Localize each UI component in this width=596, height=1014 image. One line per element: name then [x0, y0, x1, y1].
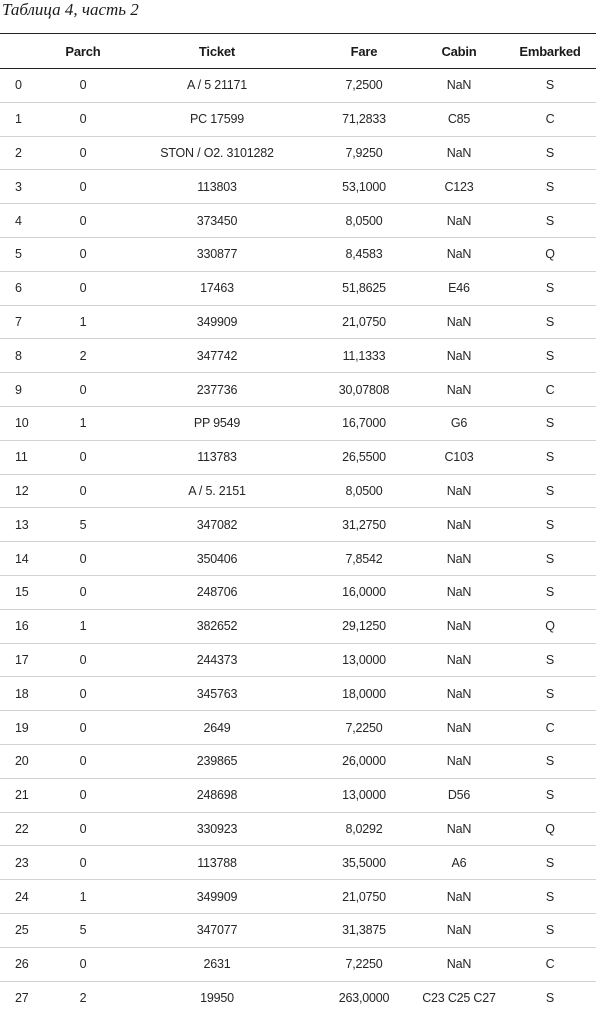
cell-cabin: NaN	[414, 677, 504, 711]
cell-embarked: Q	[504, 237, 596, 271]
cell-parch: 0	[46, 846, 120, 880]
cell-parch: 1	[46, 880, 120, 914]
cell-fare: 21,0750	[314, 305, 414, 339]
cell-index: 23	[0, 846, 46, 880]
cell-parch: 0	[46, 136, 120, 170]
cell-ticket: 330923	[120, 812, 314, 846]
cell-ticket: 347742	[120, 339, 314, 373]
table-row	[0, 542, 596, 576]
cell-embarked: S	[504, 575, 596, 609]
cell-fare: 16,0000	[314, 575, 414, 609]
table-row	[0, 136, 596, 170]
cell-parch: 2	[46, 981, 120, 1014]
cell-embarked: S	[504, 339, 596, 373]
cell-fare: 7,2250	[314, 711, 414, 745]
cell-ticket: 248698	[120, 778, 314, 812]
cell-fare: 263,0000	[314, 981, 414, 1014]
cell-embarked: C	[504, 373, 596, 407]
cell-index: 25	[0, 913, 46, 947]
cell-parch: 0	[46, 474, 120, 508]
cell-parch: 5	[46, 508, 120, 542]
cell-cabin: NaN	[414, 575, 504, 609]
cell-ticket: PP 9549	[120, 406, 314, 440]
cell-ticket: 349909	[120, 305, 314, 339]
cell-ticket: PC 17599	[120, 102, 314, 136]
cell-fare: 8,0500	[314, 474, 414, 508]
cell-embarked: S	[504, 913, 596, 947]
table-row	[0, 237, 596, 271]
cell-parch: 0	[46, 69, 120, 103]
cell-index: 0	[0, 69, 46, 103]
cell-parch: 0	[46, 102, 120, 136]
cell-fare: 26,5500	[314, 440, 414, 474]
cell-index: 5	[0, 237, 46, 271]
header-ticket: Ticket	[120, 34, 314, 69]
cell-ticket: A / 5. 2151	[120, 474, 314, 508]
cell-parch: 0	[46, 812, 120, 846]
cell-fare: 16,7000	[314, 406, 414, 440]
cell-embarked: S	[504, 643, 596, 677]
table-row	[0, 271, 596, 305]
cell-parch: 0	[46, 542, 120, 576]
cell-embarked: S	[504, 69, 596, 103]
cell-index: 4	[0, 204, 46, 238]
cell-cabin: NaN	[414, 339, 504, 373]
cell-cabin: NaN	[414, 744, 504, 778]
table-body	[0, 69, 596, 1014]
table-row	[0, 373, 596, 407]
cell-parch: 2	[46, 339, 120, 373]
cell-ticket: 373450	[120, 204, 314, 238]
cell-embarked: S	[504, 170, 596, 204]
table-row	[0, 474, 596, 508]
cell-fare: 13,0000	[314, 778, 414, 812]
cell-ticket: 350406	[120, 542, 314, 576]
cell-cabin: NaN	[414, 474, 504, 508]
cell-index: 18	[0, 677, 46, 711]
header-index	[0, 34, 46, 69]
table-row	[0, 643, 596, 677]
cell-embarked: S	[504, 542, 596, 576]
cell-embarked: C	[504, 947, 596, 981]
cell-index: 1	[0, 102, 46, 136]
cell-cabin: C23 C25 C27	[414, 981, 504, 1014]
header-cabin: Cabin	[414, 34, 504, 69]
cell-index: 10	[0, 406, 46, 440]
cell-index: 9	[0, 373, 46, 407]
cell-ticket: 2649	[120, 711, 314, 745]
cell-index: 17	[0, 643, 46, 677]
table-row	[0, 406, 596, 440]
cell-parch: 0	[46, 744, 120, 778]
cell-embarked: S	[504, 846, 596, 880]
cell-fare: 7,9250	[314, 136, 414, 170]
cell-embarked: S	[504, 744, 596, 778]
cell-embarked: S	[504, 204, 596, 238]
cell-index: 15	[0, 575, 46, 609]
cell-parch: 0	[46, 778, 120, 812]
cell-index: 7	[0, 305, 46, 339]
cell-index: 22	[0, 812, 46, 846]
cell-embarked: Q	[504, 609, 596, 643]
table-row	[0, 305, 596, 339]
cell-ticket: 113783	[120, 440, 314, 474]
cell-cabin: C123	[414, 170, 504, 204]
cell-fare: 30,07808	[314, 373, 414, 407]
cell-cabin: NaN	[414, 305, 504, 339]
table-row	[0, 880, 596, 914]
table-row	[0, 69, 596, 103]
cell-index: 24	[0, 880, 46, 914]
cell-cabin: A6	[414, 846, 504, 880]
cell-ticket: 345763	[120, 677, 314, 711]
cell-cabin: C103	[414, 440, 504, 474]
cell-parch: 0	[46, 204, 120, 238]
cell-parch: 0	[46, 237, 120, 271]
cell-cabin: NaN	[414, 373, 504, 407]
cell-embarked: S	[504, 406, 596, 440]
cell-fare: 7,2500	[314, 69, 414, 103]
cell-fare: 71,2833	[314, 102, 414, 136]
cell-ticket: 330877	[120, 237, 314, 271]
table-row	[0, 609, 596, 643]
table-header	[0, 34, 596, 69]
table-row	[0, 677, 596, 711]
cell-index: 20	[0, 744, 46, 778]
cell-parch: 1	[46, 609, 120, 643]
header-parch: Parch	[46, 34, 120, 69]
table-row	[0, 508, 596, 542]
cell-cabin: NaN	[414, 136, 504, 170]
cell-fare: 35,5000	[314, 846, 414, 880]
cell-ticket: 19950	[120, 981, 314, 1014]
cell-cabin: C85	[414, 102, 504, 136]
cell-index: 19	[0, 711, 46, 745]
cell-fare: 11,1333	[314, 339, 414, 373]
cell-embarked: S	[504, 440, 596, 474]
table-row	[0, 575, 596, 609]
cell-fare: 8,0500	[314, 204, 414, 238]
cell-cabin: NaN	[414, 711, 504, 745]
cell-cabin: G6	[414, 406, 504, 440]
cell-ticket: 382652	[120, 609, 314, 643]
cell-fare: 8,0292	[314, 812, 414, 846]
cell-index: 2	[0, 136, 46, 170]
cell-cabin: NaN	[414, 812, 504, 846]
table-row	[0, 846, 596, 880]
cell-index: 27	[0, 981, 46, 1014]
table-row	[0, 981, 596, 1014]
cell-parch: 0	[46, 271, 120, 305]
cell-cabin: NaN	[414, 508, 504, 542]
cell-fare: 29,1250	[314, 609, 414, 643]
cell-embarked: S	[504, 778, 596, 812]
header-row	[0, 34, 596, 69]
cell-parch: 0	[46, 643, 120, 677]
cell-parch: 5	[46, 913, 120, 947]
cell-index: 14	[0, 542, 46, 576]
table-row	[0, 947, 596, 981]
cell-cabin: E46	[414, 271, 504, 305]
cell-cabin: NaN	[414, 609, 504, 643]
cell-ticket: A / 5 21171	[120, 69, 314, 103]
cell-index: 11	[0, 440, 46, 474]
header-embarked: Embarked	[504, 34, 596, 69]
cell-cabin: NaN	[414, 913, 504, 947]
table-row	[0, 812, 596, 846]
cell-ticket: 349909	[120, 880, 314, 914]
table-row	[0, 744, 596, 778]
cell-index: 26	[0, 947, 46, 981]
table-caption: Таблица 4, часть 2	[2, 0, 139, 20]
cell-fare: 31,2750	[314, 508, 414, 542]
cell-cabin: NaN	[414, 237, 504, 271]
cell-embarked: Q	[504, 812, 596, 846]
cell-ticket: 113803	[120, 170, 314, 204]
cell-cabin: NaN	[414, 643, 504, 677]
cell-cabin: NaN	[414, 542, 504, 576]
cell-fare: 21,0750	[314, 880, 414, 914]
cell-parch: 1	[46, 406, 120, 440]
cell-parch: 0	[46, 440, 120, 474]
cell-cabin: NaN	[414, 204, 504, 238]
cell-parch: 1	[46, 305, 120, 339]
table-row	[0, 440, 596, 474]
table-row	[0, 711, 596, 745]
cell-embarked: S	[504, 474, 596, 508]
header-fare: Fare	[314, 34, 414, 69]
cell-fare: 13,0000	[314, 643, 414, 677]
data-table	[0, 33, 596, 1014]
cell-index: 21	[0, 778, 46, 812]
cell-parch: 0	[46, 575, 120, 609]
table-row	[0, 102, 596, 136]
cell-index: 8	[0, 339, 46, 373]
cell-index: 16	[0, 609, 46, 643]
cell-ticket: 244373	[120, 643, 314, 677]
cell-index: 12	[0, 474, 46, 508]
cell-parch: 0	[46, 677, 120, 711]
cell-ticket: STON / O2. 3101282	[120, 136, 314, 170]
cell-embarked: S	[504, 271, 596, 305]
cell-embarked: S	[504, 981, 596, 1014]
cell-fare: 51,8625	[314, 271, 414, 305]
cell-fare: 26,0000	[314, 744, 414, 778]
cell-embarked: S	[504, 508, 596, 542]
cell-ticket: 17463	[120, 271, 314, 305]
cell-fare: 31,3875	[314, 913, 414, 947]
table-row	[0, 913, 596, 947]
cell-embarked: S	[504, 136, 596, 170]
cell-parch: 0	[46, 947, 120, 981]
cell-cabin: NaN	[414, 947, 504, 981]
cell-fare: 53,1000	[314, 170, 414, 204]
cell-embarked: S	[504, 305, 596, 339]
cell-parch: 0	[46, 711, 120, 745]
cell-ticket: 248706	[120, 575, 314, 609]
cell-fare: 18,0000	[314, 677, 414, 711]
cell-ticket: 2631	[120, 947, 314, 981]
cell-index: 3	[0, 170, 46, 204]
cell-ticket: 347077	[120, 913, 314, 947]
cell-cabin: NaN	[414, 69, 504, 103]
cell-fare: 7,8542	[314, 542, 414, 576]
cell-index: 13	[0, 508, 46, 542]
cell-embarked: C	[504, 711, 596, 745]
cell-parch: 0	[46, 373, 120, 407]
cell-embarked: S	[504, 880, 596, 914]
cell-parch: 0	[46, 170, 120, 204]
table-row	[0, 778, 596, 812]
cell-cabin: NaN	[414, 880, 504, 914]
cell-ticket: 113788	[120, 846, 314, 880]
table-row	[0, 339, 596, 373]
cell-embarked: S	[504, 677, 596, 711]
cell-ticket: 347082	[120, 508, 314, 542]
cell-ticket: 239865	[120, 744, 314, 778]
cell-embarked: C	[504, 102, 596, 136]
table-row	[0, 170, 596, 204]
cell-fare: 8,4583	[314, 237, 414, 271]
cell-ticket: 237736	[120, 373, 314, 407]
cell-cabin: D56	[414, 778, 504, 812]
cell-fare: 7,2250	[314, 947, 414, 981]
table-row	[0, 204, 596, 238]
cell-index: 6	[0, 271, 46, 305]
